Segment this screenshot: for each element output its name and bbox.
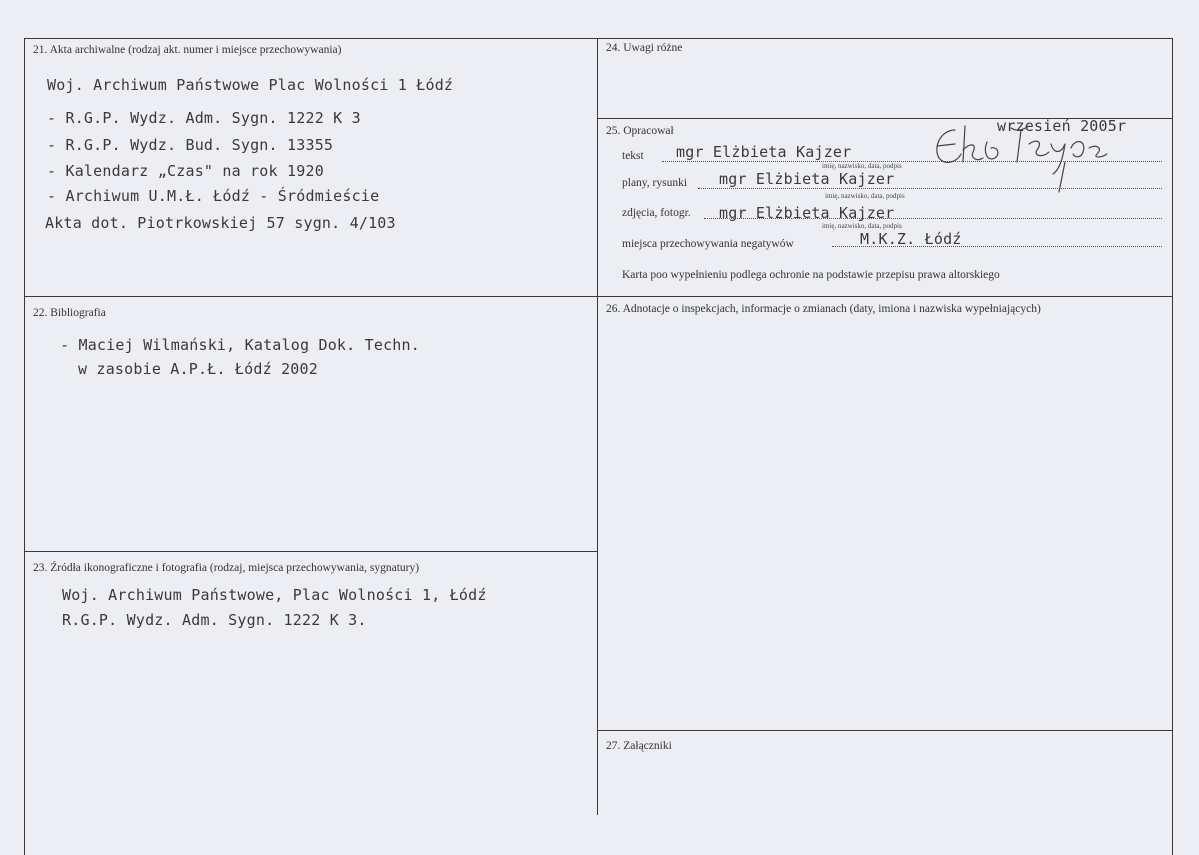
plans-author-value: mgr Elżbieta Kajzer — [719, 170, 895, 188]
handwritten-signature — [925, 118, 1125, 198]
section-21-line-6: Akta dot. Piotrkowskiej 57 sygn. 4/103 — [45, 214, 396, 232]
protection-note: Karta poo wypełnieniu podlega ochronie na podstawie przepisu prawa altorskiego — [622, 269, 1000, 281]
text-author-caption: imię, nazwisko, data, podpis — [822, 162, 902, 170]
section-22-line-2: w zasobie A.P.Ł. Łódź 2002 — [78, 360, 318, 378]
negatives-location-value: M.K.Z. Łódź — [860, 230, 962, 248]
divider-22-23 — [24, 551, 598, 552]
section-23-line-2: R.G.P. Wydz. Adm. Sygn. 1222 K 3. — [62, 611, 367, 629]
prepared-date: wrzesień 2005r — [997, 117, 1127, 135]
section-21-line-5: - Archiwum U.M.Ł. Łódź - Śródmieście — [47, 187, 380, 205]
section-21-line-1: Woj. Archiwum Państwowe Plac Wolności 1 Łódź — [47, 76, 454, 94]
frame-top-rule — [24, 38, 1173, 39]
section-23-label: 23. Źródła ikonograficzne i fotografia (rodzaj, miejsca przechowywania, sygnatury) — [33, 562, 420, 574]
text-author-value: mgr Elżbieta Kajzer — [676, 143, 852, 161]
section-27-label: 27. Załączniki — [606, 740, 672, 752]
frame-left-rule — [24, 38, 25, 855]
section-21-line-3: - R.G.P. Wydz. Bud. Sygn. 13355 — [47, 136, 334, 154]
divider-26-27 — [597, 730, 1173, 731]
negatives-location-label: miejsca przechowywania negatywów — [622, 238, 794, 250]
section-21-line-4: - Kalendarz „Czas" na rok 1920 — [47, 162, 324, 180]
plans-author-label: plany, rysunki — [622, 177, 688, 189]
photos-author-caption: imię, nazwisko, data, podpis — [822, 222, 902, 230]
section-23-line-1: Woj. Archiwum Państwowe, Plac Wolności 1, Łódź — [62, 586, 487, 604]
section-24-label: 24. Uwagi różne — [606, 42, 683, 54]
column-divider — [597, 38, 598, 815]
section-22-line-1: - Maciej Wilmański, Katalog Dok. Techn. — [60, 336, 420, 354]
text-author-label: tekst — [622, 150, 644, 162]
section-25-label: 25. Opracował — [606, 125, 674, 137]
divider-21-22 — [24, 296, 1173, 297]
photos-author-label: zdjęcia, fotogr. — [622, 207, 691, 219]
plans-author-caption: imię, nazwisko, data, podpis — [825, 192, 905, 200]
section-21-label: 21. Akta archiwalne (rodzaj akt. numer i miejsce przechowywania) — [33, 44, 342, 56]
frame-right-rule — [1172, 38, 1173, 855]
section-26-label: 26. Adnotacje o inspekcjach, informacje o zmianach (daty, imiona i nazwiska wypełniających) — [606, 303, 1041, 315]
photos-author-value: mgr Elżbieta Kajzer — [719, 204, 895, 222]
section-21-line-2: - R.G.P. Wydz. Adm. Sygn. 1222 K 3 — [47, 109, 361, 127]
section-22-label: 22. Bibliografia — [33, 307, 106, 319]
